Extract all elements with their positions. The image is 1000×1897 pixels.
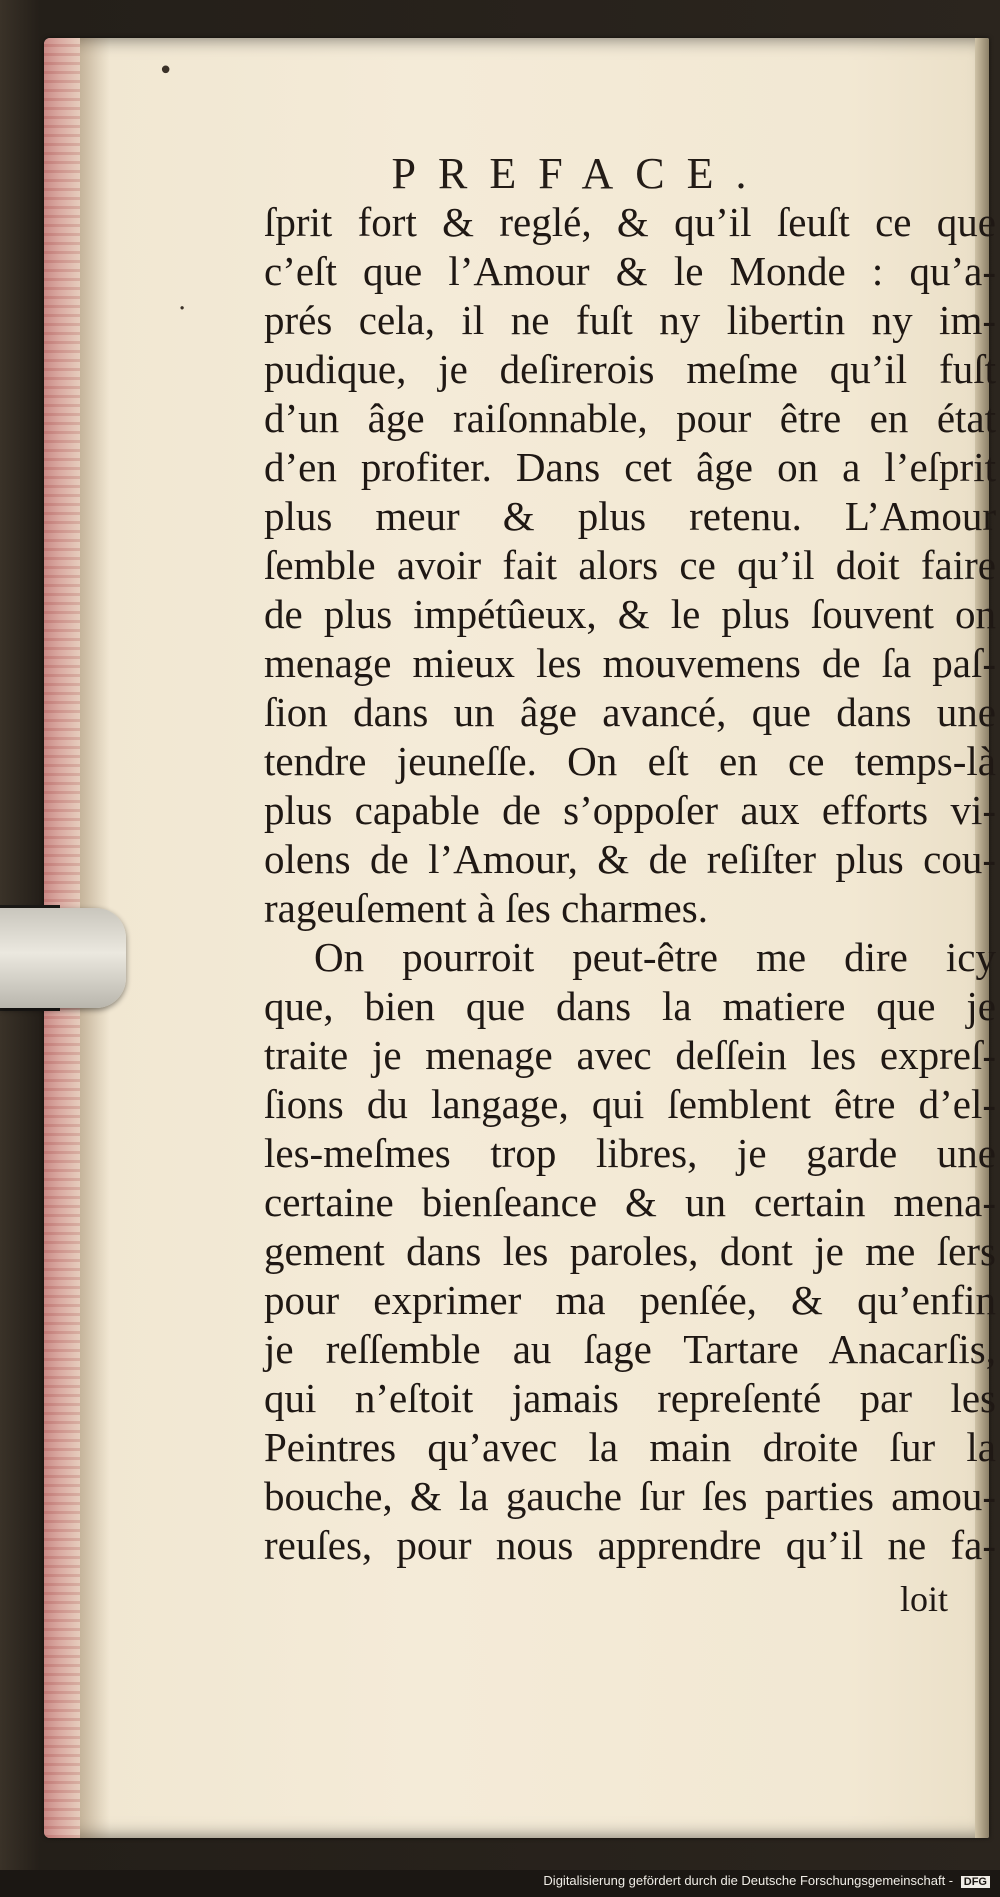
digitization-credit	[543, 1873, 990, 1888]
text-line: d’un âge raiſonnable, pour être en état	[264, 395, 996, 441]
text-line: Peintres qu’avec la main droite ſur la	[264, 1424, 996, 1470]
running-header: PREFACE.	[391, 149, 769, 198]
text-line: je reſſemble au ſage Tartare Anacarſis,	[264, 1326, 996, 1372]
text-line: ſions du langage, qui ſemblent être d’el-	[264, 1081, 996, 1127]
text-line: certaine bienſeance & un certain mena-	[264, 1179, 996, 1225]
body-text	[264, 198, 996, 1570]
text-line: ſion dans un âge avancé, que dans une	[264, 689, 996, 735]
text-line: traite je menage avec deſſein les expreſ-	[264, 1032, 996, 1078]
text-line: pour exprimer ma penſée, & qu’enfin	[264, 1277, 996, 1323]
text-line: de plus impétûeux, & le plus ſouvent on	[264, 591, 996, 637]
text-line: les-meſmes trop libres, je garde une	[264, 1130, 996, 1176]
ink-speck: •	[158, 56, 174, 86]
text-line: gement dans les paroles, dont je me ſers	[264, 1228, 996, 1274]
ink-speck: ·	[178, 294, 187, 324]
text-line: bouche, & la gauche ſur ſes parties amou-	[264, 1473, 996, 1519]
text-line: plus capable de s’oppoſer aux efforts vi-	[264, 787, 996, 833]
text-line: reuſes, pour nous apprendre qu’il ne fa-	[264, 1522, 996, 1568]
text-line: On pourroit peut-être me dire icy	[314, 934, 996, 980]
credit-text: Digitalisierung gefördert durch die Deutsche Forschungsgemeinschaft -	[543, 1873, 954, 1888]
text-line: que, bien que dans la matiere que je	[264, 983, 996, 1029]
page-clip	[0, 908, 126, 1008]
text-line: prés cela, il ne fuſt ny libertin ny im-	[264, 297, 996, 343]
text-line: c’eſt que l’Amour & le Monde : qu’a-	[264, 248, 996, 294]
text-line: plus meur & plus retenu. L’Amour	[264, 493, 996, 539]
text-line: rageuſement à ſes charmes.	[264, 885, 708, 931]
dfg-logo: DFG	[961, 1876, 990, 1888]
text-line: menage mieux les mouvemens de ſa paſ-	[264, 640, 996, 686]
text-line: olens de l’Amour, & de reſiſter plus cou-	[264, 836, 996, 882]
text-line: pudique, je deſirerois meſme qu’il fuſt	[264, 346, 996, 392]
text-line: d’en profiter. Dans cet âge on a l’eſprit	[264, 444, 996, 490]
catchword: loit	[900, 1579, 949, 1619]
text-line: tendre jeuneſſe. On eſt en ce temps-là	[264, 738, 996, 784]
text-line: qui n’eſtoit jamais repreſenté par les	[264, 1375, 996, 1421]
text-line: ſprit fort & reglé, & qu’il ſeuſt ce que	[264, 199, 996, 245]
text-line: ſemble avoir fait alors ce qu’il doit faire	[264, 542, 996, 588]
